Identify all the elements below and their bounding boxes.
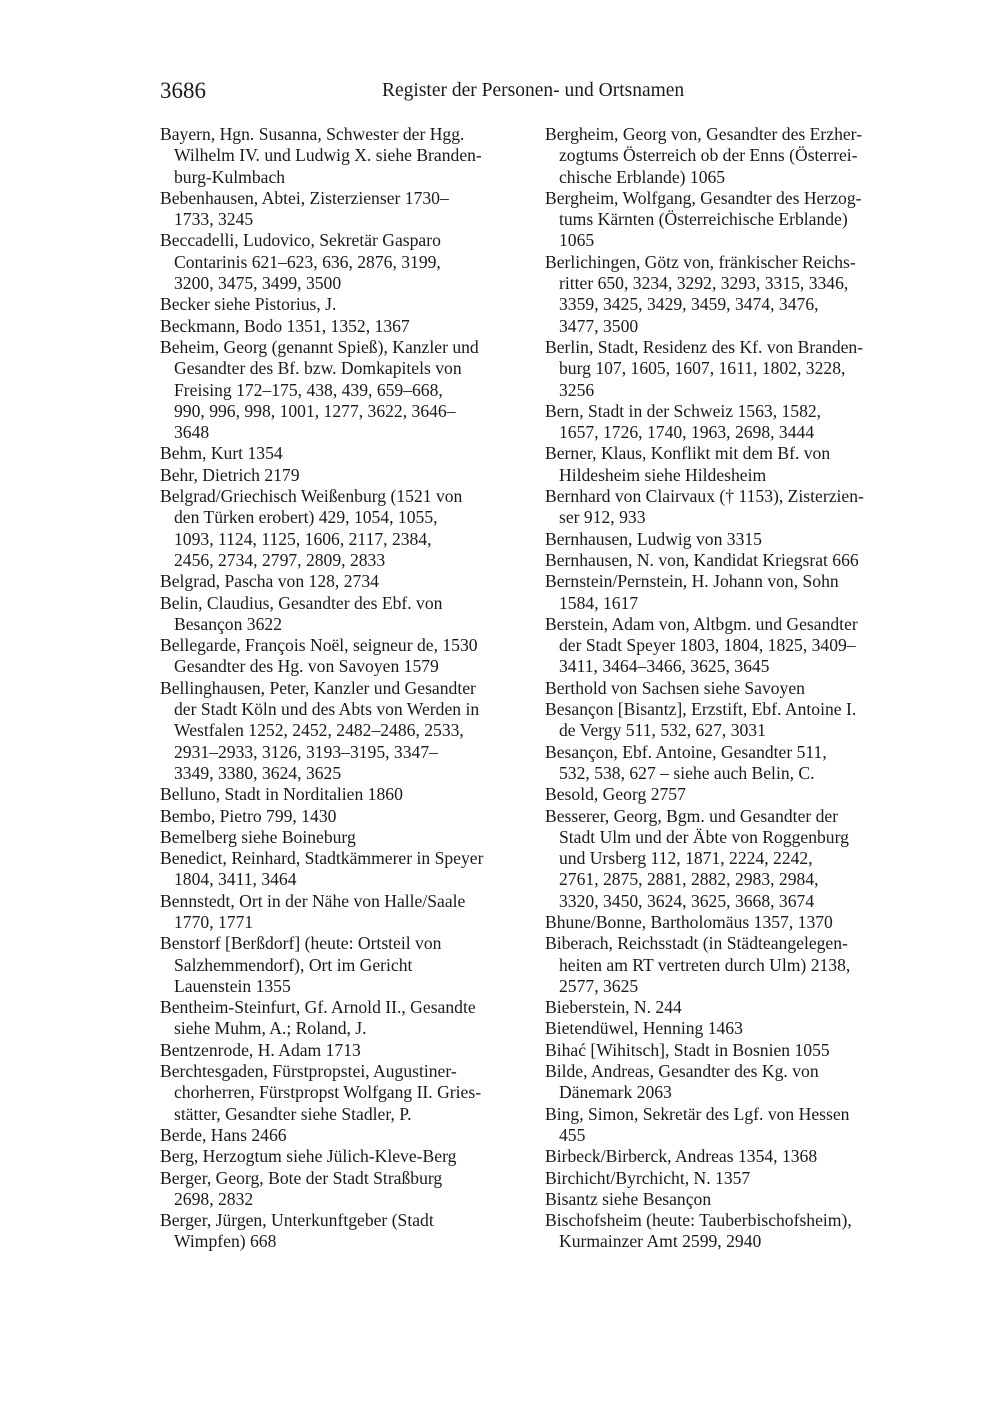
index-entry — [545, 997, 910, 1018]
entry-line: Berlichingen, Götz von, fränkischer Reichs- — [545, 251, 856, 272]
index-column-left — [160, 124, 525, 1253]
entry-line: Bischofsheim (heute: Tauberbischofsheim), — [545, 1210, 852, 1231]
entry-line: 3477, 3500 — [559, 315, 639, 336]
entry-line: Behr, Dietrich 2179 — [160, 464, 300, 485]
entry-line: der Stadt Köln und des Abts von Werden in — [174, 699, 480, 720]
entry-line: 3349, 3380, 3624, 3625 — [174, 762, 342, 783]
entry-line: Beckmann, Bodo 1351, 1352, 1367 — [160, 315, 410, 336]
entry-line: Freising 172–175, 438, 439, 659–668, — [174, 379, 443, 400]
entry-line: Beheim, Georg (genannt Spieß), Kanzler und — [160, 336, 479, 357]
entry-line: Bernhausen, N. von, Kandidat Kriegsrat 666 — [545, 549, 859, 570]
entry-line: Lauenstein 1355 — [174, 975, 291, 996]
entry-line: Besançon 3622 — [174, 613, 282, 634]
index-entry — [160, 806, 525, 827]
entry-line: Wilhelm IV. und Ludwig X. siehe Branden- — [174, 145, 482, 166]
entry-line: 1770, 1771 — [174, 911, 254, 932]
index-entry — [545, 337, 910, 401]
index-entry — [160, 1210, 525, 1253]
index-entry — [545, 529, 910, 550]
entry-line: Besserer, Georg, Bgm. und Gesandter der — [545, 805, 839, 826]
entry-line: 3320, 3450, 3624, 3625, 3668, 3674 — [559, 890, 815, 911]
index-entry — [545, 1018, 910, 1039]
index-entry — [545, 252, 910, 337]
index-entry — [160, 1125, 525, 1146]
entry-line: Besançon, Ebf. Antoine, Gesandter 511, — [545, 741, 827, 762]
entry-line: 1733, 3245 — [174, 209, 254, 230]
entry-line: ritter 650, 3234, 3292, 3293, 3315, 3346, — [559, 273, 849, 294]
entry-line: stätter, Gesandter siehe Stadler, P. — [174, 1103, 412, 1124]
index-entry — [545, 699, 910, 742]
page-number: 3686 — [160, 78, 206, 103]
entry-line: 3411, 3464–3466, 3625, 3645 — [559, 656, 770, 677]
index-entry — [160, 1040, 525, 1061]
entry-line: Bern, Stadt in der Schweiz 1563, 1582, — [545, 400, 822, 421]
entry-line: Becker siehe Pistorius, J. — [160, 294, 337, 315]
entry-line: Belgrad/Griechisch Weißenburg (1521 von — [160, 486, 463, 507]
entry-line: Berg, Herzogtum siehe Jülich-Kleve-Berg — [160, 1146, 457, 1167]
entry-line: Bisantz siehe Besançon — [545, 1188, 712, 1209]
entry-line: Belgrad, Pascha von 128, 2734 — [160, 571, 379, 592]
index-entry — [545, 1040, 910, 1061]
entry-line: Beccadelli, Ludovico, Sekretär Gasparo — [160, 230, 441, 251]
index-entry — [160, 1061, 525, 1125]
entry-line: Bergheim, Wolfgang, Gesandter des Herzog- — [545, 187, 862, 208]
index-entry — [160, 486, 525, 571]
index-entry — [160, 571, 525, 592]
index-entry — [545, 678, 910, 699]
index-entry — [160, 337, 525, 443]
entry-line: Bhune/Bonne, Bartholomäus 1357, 1370 — [545, 911, 833, 932]
entry-line: der Stadt Speyer 1803, 1804, 1825, 3409– — [559, 635, 856, 656]
entry-line: Bayern, Hgn. Susanna, Schwester der Hgg. — [160, 124, 465, 144]
index-entry — [160, 188, 525, 231]
index-entry — [545, 806, 910, 912]
entry-line: Bellegarde, François Noël, seigneur de, 1530 — [160, 635, 478, 656]
entry-line: Bembo, Pietro 799, 1430 — [160, 805, 337, 826]
entry-line: Bennstedt, Ort in der Nähe von Halle/Saale — [160, 890, 466, 911]
index-entry — [545, 1210, 910, 1253]
entry-line: Contarinis 621–623, 636, 2876, 3199, — [174, 251, 441, 272]
entry-line: Bilde, Andreas, Gesandter des Kg. von — [545, 1061, 819, 1082]
entry-line: Kurmainzer Amt 2599, 2940 — [559, 1231, 762, 1252]
index-entry — [545, 912, 910, 933]
entry-line: Bergheim, Georg von, Gesandter des Erzher- — [545, 124, 863, 144]
entry-line: Wimpfen) 668 — [174, 1231, 277, 1252]
entry-line: de Vergy 511, 532, 627, 3031 — [559, 720, 766, 741]
entry-line: 2577, 3625 — [559, 975, 639, 996]
index-entry — [160, 1168, 525, 1211]
entry-line: Bernhausen, Ludwig von 3315 — [545, 528, 762, 549]
index-column-right — [545, 124, 910, 1253]
entry-line: Bietendüwel, Henning 1463 — [545, 1018, 743, 1039]
index-entry — [545, 188, 910, 252]
entry-line: 3200, 3475, 3499, 3500 — [174, 273, 342, 294]
index-entry — [160, 316, 525, 337]
entry-line: Bellinghausen, Peter, Kanzler und Gesandter — [160, 677, 476, 698]
entry-line: 1093, 1124, 1125, 1606, 2117, 2384, — [174, 528, 432, 549]
index-entry — [545, 1168, 910, 1189]
entry-line: Salzhemmendorf), Ort im Gericht — [174, 954, 413, 975]
entry-line: 1657, 1726, 1740, 1963, 2698, 3444 — [559, 422, 815, 443]
entry-line: 1065 — [559, 230, 595, 251]
entry-line: Hildesheim siehe Hildesheim — [559, 464, 767, 485]
index-entry — [160, 124, 525, 188]
entry-line: Benstorf [Berßdorf] (heute: Ortsteil von — [160, 933, 442, 954]
entry-line: chorherren, Fürstpropst Wolfgang II. Gries- — [174, 1082, 482, 1103]
entry-line: 2456, 2734, 2797, 2809, 2833 — [174, 549, 386, 570]
running-head: Register der Personen- und Ortsnamen — [382, 80, 685, 101]
entry-line: 2931–2933, 3126, 3193–3195, 3347– — [174, 741, 438, 762]
index-entry — [160, 443, 525, 464]
index-entry — [545, 443, 910, 486]
index-entry — [545, 933, 910, 997]
entry-line: burg-Kulmbach — [174, 166, 286, 187]
entry-line: Berchtesgaden, Fürstpropstei, Augustiner- — [160, 1061, 457, 1082]
index-entry — [545, 742, 910, 785]
entry-line: Belluno, Stadt in Norditalien 1860 — [160, 784, 403, 805]
entry-line: Bernhard von Clairvaux († 1153), Zisterzien- — [545, 486, 864, 507]
index-entry — [545, 614, 910, 678]
entry-line: Bentheim-Steinfurt, Gf. Arnold II., Gesandte — [160, 997, 476, 1018]
index-entry — [160, 635, 525, 678]
entry-line: Berger, Jürgen, Unterkunftgeber (Stadt — [160, 1210, 434, 1231]
entry-line: und Ursberg 112, 1871, 2224, 2242, — [559, 848, 813, 869]
entry-line: den Türken erobert) 429, 1054, 1055, — [174, 507, 438, 528]
entry-line: Berner, Klaus, Konflikt mit dem Bf. von — [545, 443, 831, 464]
index-entry — [160, 891, 525, 934]
entry-line: 990, 996, 998, 1001, 1277, 3622, 3646– — [174, 400, 456, 421]
entry-line: Westfalen 1252, 2452, 2482–2486, 2533, — [174, 720, 464, 741]
entry-line: Bemelberg siehe Boineburg — [160, 826, 356, 847]
index-entry — [160, 230, 525, 294]
index-entry — [160, 848, 525, 891]
index-entry — [545, 571, 910, 614]
entry-line: burg 107, 1605, 1607, 1611, 1802, 3228, — [559, 358, 846, 379]
entry-line: Berde, Hans 2466 — [160, 1124, 287, 1145]
index-entry — [160, 827, 525, 848]
entry-line: 532, 538, 627 – siehe auch Belin, C. — [559, 762, 815, 783]
entry-line: Bihać [Wihitsch], Stadt in Bosnien 1055 — [545, 1039, 830, 1060]
entry-line: Berger, Georg, Bote der Stadt Straßburg — [160, 1167, 443, 1188]
entry-line: 1584, 1617 — [559, 592, 639, 613]
entry-line: Birbeck/Birberck, Andreas 1354, 1368 — [545, 1146, 818, 1167]
entry-line: Bing, Simon, Sekretär des Lgf. von Hessen — [545, 1103, 850, 1124]
index-entry — [545, 1104, 910, 1147]
entry-line: Behm, Kurt 1354 — [160, 443, 283, 464]
entry-line: heiten am RT vertreten durch Ulm) 2138, — [559, 954, 851, 975]
index-entry — [545, 550, 910, 571]
index-entry — [545, 784, 910, 805]
index-entry — [545, 1146, 910, 1167]
entry-line: Gesandter des Bf. bzw. Domkapitels von — [174, 358, 462, 379]
index-entry — [160, 593, 525, 636]
entry-line: 3359, 3425, 3429, 3459, 3474, 3476, — [559, 294, 819, 315]
index-entry — [545, 1061, 910, 1104]
index-entry — [545, 401, 910, 444]
entry-line: Besold, Georg 2757 — [545, 784, 686, 805]
index-entry — [545, 486, 910, 529]
index-entry — [545, 124, 910, 188]
entry-line: Bernstein/Pernstein, H. Johann von, Sohn — [545, 571, 839, 592]
index-entry — [160, 784, 525, 805]
entry-line: chische Erblande) 1065 — [559, 166, 726, 187]
index-entry — [160, 1146, 525, 1167]
entry-line: 2761, 2875, 2881, 2882, 2983, 2984, — [559, 869, 819, 890]
index-entry — [160, 678, 525, 784]
entry-line: Besançon [Bisantz], Erzstift, Ebf. Antoine I. — [545, 699, 857, 720]
entry-line: Berthold von Sachsen siehe Savoyen — [545, 677, 805, 698]
entry-line: Bentzenrode, H. Adam 1713 — [160, 1039, 361, 1060]
entry-line: Birchicht/Byrchicht, N. 1357 — [545, 1167, 751, 1188]
entry-line: Berlin, Stadt, Residenz des Kf. von Branden- — [545, 336, 864, 357]
entry-line: Stadt Ulm und der Äbte von Roggenburg — [559, 826, 849, 847]
index-entry — [160, 294, 525, 315]
entry-line: siehe Muhm, A.; Roland, J. — [174, 1018, 367, 1039]
entry-line: 1804, 3411, 3464 — [174, 869, 297, 890]
entry-line: Gesandter des Hg. von Savoyen 1579 — [174, 656, 439, 677]
index-entry — [160, 997, 525, 1040]
entry-line: 3256 — [559, 379, 595, 400]
entry-line: tums Kärnten (Österreichische Erblande) — [559, 209, 848, 230]
entry-line: 3648 — [174, 422, 210, 443]
entry-line: zogtums Österreich ob der Enns (Österrei- — [559, 145, 858, 166]
entry-line: 455 — [559, 1124, 586, 1145]
entry-line: Belin, Claudius, Gesandter des Ebf. von — [160, 592, 443, 613]
index-entry — [545, 1189, 910, 1210]
entry-line: Benedict, Reinhard, Stadtkämmerer in Speyer — [160, 848, 484, 869]
entry-line: Bebenhausen, Abtei, Zisterzienser 1730– — [160, 187, 449, 208]
index-entry — [160, 465, 525, 486]
entry-line: Biberach, Reichsstadt (in Städteangelegen- — [545, 933, 848, 954]
index-entry — [160, 933, 525, 997]
entry-line: 2698, 2832 — [174, 1188, 254, 1209]
entry-line: Bieberstein, N. 244 — [545, 997, 682, 1018]
entry-line: Berstein, Adam von, Altbgm. und Gesandter — [545, 613, 858, 634]
entry-line: Dänemark 2063 — [559, 1082, 672, 1103]
entry-line: ser 912, 933 — [559, 507, 646, 528]
